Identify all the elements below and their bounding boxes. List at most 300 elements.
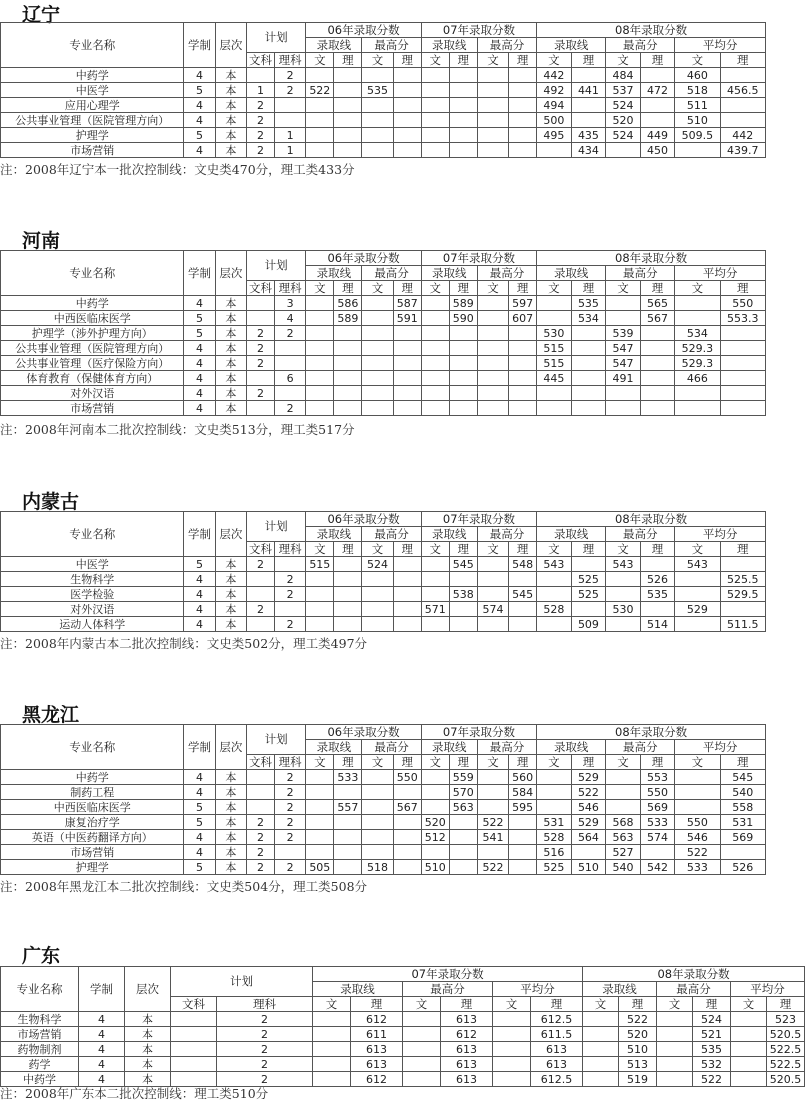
table-cell [657, 1012, 693, 1027]
header-level: 层次 [125, 967, 171, 1012]
table-cell: 522.5 [767, 1042, 805, 1057]
header-duration: 学制 [79, 967, 125, 1012]
table-cell: 4 [184, 386, 215, 401]
table-cell: 529 [571, 770, 606, 785]
table-row [1, 1042, 805, 1057]
score-table [0, 966, 805, 1087]
header-wen: 文 [477, 281, 508, 296]
table-cell [246, 770, 274, 785]
table-cell [675, 386, 720, 401]
table-cell: 4 [79, 1057, 125, 1072]
table-cell: 613 [351, 1042, 403, 1057]
table-cell: 515 [537, 341, 572, 356]
header-science: 理科 [217, 997, 313, 1012]
table-cell: 4 [184, 401, 215, 416]
table-cell: 本 [215, 860, 246, 875]
table-cell: 5 [184, 326, 215, 341]
table-cell [306, 845, 334, 860]
header-cutoff: 录取线 [421, 38, 477, 53]
table-cell [403, 1012, 441, 1027]
major-name: 中西医临床医学 [1, 311, 184, 326]
table-row [1, 341, 766, 356]
table-cell [246, 371, 274, 386]
header-max: 最高分 [606, 740, 675, 755]
table-cell: 435 [571, 128, 606, 143]
table-cell: 2 [246, 143, 274, 158]
table-cell: 525 [537, 860, 572, 875]
table-cell [571, 98, 606, 113]
table-cell: 531 [537, 815, 572, 830]
major-name: 医学检验 [1, 587, 184, 602]
table-cell [720, 113, 765, 128]
table-cell [313, 1072, 351, 1087]
header-08: 08年录取分数 [583, 967, 805, 982]
table-cell [362, 98, 393, 113]
table-cell: 533 [334, 770, 362, 785]
major-name: 药学 [1, 1057, 79, 1072]
header-li: 理 [449, 281, 477, 296]
table-row [1, 326, 766, 341]
table-cell: 1 [246, 83, 274, 98]
table-cell [640, 68, 675, 83]
table-cell: 4 [275, 311, 306, 326]
table-cell: 522 [477, 860, 508, 875]
table-cell [246, 296, 274, 311]
major-name: 市场营销 [1, 1027, 79, 1042]
table-cell [675, 311, 720, 326]
table-cell [449, 83, 477, 98]
table-cell: 4 [184, 587, 215, 602]
table-cell: 本 [215, 113, 246, 128]
major-name: 生物科学 [1, 1012, 79, 1027]
table-cell [675, 587, 720, 602]
table-cell [657, 1072, 693, 1087]
table-cell [720, 602, 765, 617]
table-cell: 4 [184, 845, 215, 860]
table-cell: 484 [606, 68, 641, 83]
table-cell: 472 [640, 83, 675, 98]
table-cell: 528 [537, 830, 572, 845]
table-cell [334, 68, 362, 83]
table-cell: 550 [675, 815, 720, 830]
header-wen: 文 [306, 542, 334, 557]
header-li: 理 [720, 281, 765, 296]
table-cell [171, 1027, 217, 1042]
table-cell: 本 [125, 1027, 171, 1042]
note: 注：2008年河南本二批次控制线：文史类513分，理工类517分 [0, 422, 355, 437]
header-science: 理科 [275, 281, 306, 296]
table-cell [509, 341, 537, 356]
table-cell [362, 296, 393, 311]
table-cell: 3 [275, 296, 306, 311]
table-cell [334, 371, 362, 386]
table-cell: 4 [184, 143, 215, 158]
header-wen: 文 [537, 542, 572, 557]
table-cell: 565 [640, 296, 675, 311]
table-cell [334, 785, 362, 800]
table-cell [362, 572, 393, 587]
header-duration: 学制 [184, 23, 215, 68]
table-cell [306, 326, 334, 341]
table-cell [362, 356, 393, 371]
header-cutoff: 录取线 [537, 266, 606, 281]
table-cell [421, 785, 449, 800]
table-cell: 本 [215, 785, 246, 800]
header-arts: 文科 [246, 755, 274, 770]
header-cutoff: 录取线 [306, 740, 362, 755]
table-cell: 本 [125, 1042, 171, 1057]
header-08: 08年录取分数 [537, 512, 766, 527]
header-avg: 平均分 [675, 38, 766, 53]
table-cell [334, 98, 362, 113]
table-cell [675, 770, 720, 785]
note: 注：2008年辽宁本一批次控制线：文史类470分，理工类433分 [0, 162, 355, 177]
table-cell [537, 386, 572, 401]
table-cell: 2 [275, 326, 306, 341]
header-wen: 文 [477, 542, 508, 557]
header-level: 层次 [215, 251, 246, 296]
major-name: 公共事业管理（医疗保险方向） [1, 356, 184, 371]
header-li: 理 [640, 281, 675, 296]
table-cell: 4 [79, 1042, 125, 1057]
table-cell: 568 [606, 815, 641, 830]
table-cell: 558 [720, 800, 765, 815]
header-li: 理 [449, 755, 477, 770]
header-avg: 平均分 [675, 266, 766, 281]
table-row [1, 617, 766, 632]
header-wen: 文 [606, 755, 641, 770]
table-row [1, 815, 766, 830]
table-cell: 612 [351, 1012, 403, 1027]
table-cell [306, 800, 334, 815]
province-title: 河南 [22, 230, 61, 252]
major-name: 中医学 [1, 83, 184, 98]
header-max: 最高分 [362, 38, 421, 53]
table-cell [640, 845, 675, 860]
table-cell [449, 845, 477, 860]
table-cell [571, 341, 606, 356]
table-cell: 514 [640, 617, 675, 632]
table-cell [334, 845, 362, 860]
major-name: 中西医临床医学 [1, 800, 184, 815]
header-07: 07年录取分数 [421, 23, 536, 38]
table-cell: 570 [449, 785, 477, 800]
table-row [1, 311, 766, 326]
table-cell [731, 1027, 767, 1042]
table-cell: 511 [675, 98, 720, 113]
table-cell: 547 [606, 341, 641, 356]
table-cell [606, 587, 641, 602]
header-li: 理 [640, 53, 675, 68]
table-cell: 524 [362, 557, 393, 572]
table-cell [246, 617, 274, 632]
table-cell [537, 785, 572, 800]
header-li: 理 [334, 53, 362, 68]
table-cell: 574 [640, 830, 675, 845]
note: 注：2008年黑龙江本二批次控制线：文史类504分，理工类508分 [0, 879, 368, 894]
table-row [1, 83, 766, 98]
table-cell [571, 371, 606, 386]
table-cell: 520 [421, 815, 449, 830]
header-wen: 文 [421, 53, 449, 68]
header-li: 理 [619, 997, 657, 1012]
table-cell [334, 572, 362, 587]
table-cell: 522.5 [767, 1057, 805, 1072]
header-cutoff: 录取线 [421, 740, 477, 755]
header-max: 最高分 [477, 740, 536, 755]
header-wen: 文 [306, 281, 334, 296]
table-cell [334, 326, 362, 341]
table-cell [640, 401, 675, 416]
table-cell [393, 401, 421, 416]
table-cell [334, 815, 362, 830]
major-name: 市场营销 [1, 845, 184, 860]
table-cell: 2 [275, 770, 306, 785]
table-cell [509, 401, 537, 416]
table-row [1, 128, 766, 143]
table-cell [509, 113, 537, 128]
table-cell: 607 [509, 311, 537, 326]
header-li: 理 [393, 281, 421, 296]
header-duration: 学制 [184, 512, 215, 557]
table-cell [640, 326, 675, 341]
table-cell [477, 845, 508, 860]
table-cell: 532 [693, 1057, 731, 1072]
table-cell: 548 [509, 557, 537, 572]
table-row [1, 143, 766, 158]
table-cell [606, 296, 641, 311]
table-cell: 本 [215, 356, 246, 371]
table-row [1, 1012, 805, 1027]
table-cell: 515 [306, 557, 334, 572]
table-cell [275, 845, 306, 860]
table-cell [640, 113, 675, 128]
table-cell [571, 557, 606, 572]
table-cell [306, 386, 334, 401]
table-cell [537, 617, 572, 632]
table-cell [362, 401, 393, 416]
table-cell [720, 557, 765, 572]
table-cell [421, 371, 449, 386]
major-name: 公共事业管理（医院管理方向） [1, 113, 184, 128]
table-cell: 613 [441, 1057, 493, 1072]
table-cell [421, 83, 449, 98]
table-cell [393, 143, 421, 158]
header-wen: 文 [421, 542, 449, 557]
header-max: 最高分 [606, 38, 675, 53]
table-cell: 590 [449, 311, 477, 326]
table-cell: 450 [640, 143, 675, 158]
table-cell: 本 [215, 98, 246, 113]
table-cell: 525.5 [720, 572, 765, 587]
table-cell [509, 356, 537, 371]
table-cell: 546 [675, 830, 720, 845]
table-cell [657, 1027, 693, 1042]
header-07: 07年录取分数 [421, 725, 536, 740]
table-cell: 540 [720, 785, 765, 800]
table-cell [421, 845, 449, 860]
header-08: 08年录取分数 [537, 251, 766, 266]
table-cell [306, 770, 334, 785]
header-avg: 平均分 [731, 982, 805, 997]
header-li: 理 [571, 53, 606, 68]
table-cell: 5 [184, 128, 215, 143]
header-wen: 文 [537, 53, 572, 68]
table-cell [393, 845, 421, 860]
header-wen: 文 [537, 281, 572, 296]
table-cell [477, 83, 508, 98]
table-row [1, 68, 766, 83]
header-cutoff: 录取线 [306, 527, 362, 542]
header-li: 理 [640, 542, 675, 557]
table-cell [509, 815, 537, 830]
table-cell: 531 [720, 815, 765, 830]
table-cell [306, 341, 334, 356]
table-cell [731, 1072, 767, 1087]
table-cell [477, 296, 508, 311]
table-cell: 526 [640, 572, 675, 587]
table-cell [720, 341, 765, 356]
table-cell: 本 [125, 1072, 171, 1087]
table-cell: 2 [217, 1012, 313, 1027]
table-cell [334, 356, 362, 371]
table-cell: 522 [306, 83, 334, 98]
header-avg: 平均分 [493, 982, 583, 997]
table-cell: 541 [477, 830, 508, 845]
header-max: 最高分 [477, 527, 536, 542]
table-cell [421, 296, 449, 311]
major-name: 护理学（涉外护理方向） [1, 326, 184, 341]
table-cell: 本 [215, 296, 246, 311]
table-cell [509, 830, 537, 845]
table-cell: 567 [393, 800, 421, 815]
header-cutoff: 录取线 [421, 266, 477, 281]
header-wen: 文 [477, 755, 508, 770]
table-row [1, 386, 766, 401]
table-cell [421, 617, 449, 632]
table-cell: 534 [571, 311, 606, 326]
table-cell [362, 326, 393, 341]
major-name: 体育教育（保健体育方向） [1, 371, 184, 386]
table-cell: 2 [275, 815, 306, 830]
table-cell [537, 143, 572, 158]
table-cell: 4 [184, 98, 215, 113]
header-li: 理 [334, 755, 362, 770]
table-cell: 519 [619, 1072, 657, 1087]
table-cell: 538 [449, 587, 477, 602]
table-cell [403, 1042, 441, 1057]
table-cell [362, 845, 393, 860]
table-cell: 本 [215, 143, 246, 158]
table-cell: 591 [393, 311, 421, 326]
table-cell: 2 [217, 1042, 313, 1057]
table-cell: 520 [606, 113, 641, 128]
table-cell: 4 [184, 296, 215, 311]
table-cell [606, 800, 641, 815]
header-cutoff: 录取线 [313, 982, 403, 997]
table-cell: 494 [537, 98, 572, 113]
header-arts: 文科 [246, 281, 274, 296]
score-table [0, 724, 766, 875]
score-table [0, 511, 766, 632]
table-cell: 542 [640, 860, 675, 875]
table-cell [362, 128, 393, 143]
table-cell [583, 1012, 619, 1027]
table-cell [306, 785, 334, 800]
table-cell: 460 [675, 68, 720, 83]
header-wen: 文 [606, 281, 641, 296]
table-cell: 512 [421, 830, 449, 845]
table-cell [571, 113, 606, 128]
major-name: 对外汉语 [1, 602, 184, 617]
header-avg: 平均分 [675, 527, 766, 542]
table-row [1, 800, 766, 815]
table-cell [313, 1042, 351, 1057]
table-cell: 本 [215, 770, 246, 785]
table-row [1, 113, 766, 128]
table-cell [246, 785, 274, 800]
table-cell [657, 1042, 693, 1057]
table-cell [334, 143, 362, 158]
header-li: 理 [334, 542, 362, 557]
table-cell [171, 1012, 217, 1027]
table-cell [606, 143, 641, 158]
header-07: 07年录取分数 [421, 512, 536, 527]
header-06: 06年录取分数 [306, 512, 421, 527]
table-cell [720, 401, 765, 416]
table-cell [640, 386, 675, 401]
table-cell: 本 [215, 800, 246, 815]
table-cell [449, 326, 477, 341]
table-row [1, 602, 766, 617]
table-cell: 613 [441, 1012, 493, 1027]
table-cell: 本 [215, 128, 246, 143]
table-cell [509, 326, 537, 341]
header-li: 理 [449, 53, 477, 68]
table-cell [606, 785, 641, 800]
header-max: 最高分 [477, 38, 536, 53]
table-cell: 本 [215, 401, 246, 416]
table-cell [477, 326, 508, 341]
table-cell: 524 [606, 128, 641, 143]
table-cell [334, 617, 362, 632]
table-cell [275, 557, 306, 572]
table-cell [571, 401, 606, 416]
table-cell: 530 [537, 326, 572, 341]
table-cell [403, 1027, 441, 1042]
table-cell [606, 770, 641, 785]
header-cutoff: 录取线 [306, 38, 362, 53]
table-cell: 525 [571, 572, 606, 587]
table-cell [393, 587, 421, 602]
header-arts: 文科 [246, 53, 274, 68]
table-cell [421, 572, 449, 587]
table-cell [362, 386, 393, 401]
table-cell [449, 341, 477, 356]
table-cell [362, 617, 393, 632]
header-max: 最高分 [362, 527, 421, 542]
header-max: 最高分 [606, 527, 675, 542]
table-cell: 4 [184, 371, 215, 386]
table-cell [571, 68, 606, 83]
table-cell: 613 [441, 1042, 493, 1057]
table-cell: 2 [275, 68, 306, 83]
table-cell: 545 [509, 587, 537, 602]
table-cell [731, 1042, 767, 1057]
table-cell [571, 845, 606, 860]
table-cell [421, 386, 449, 401]
header-wen: 文 [675, 281, 720, 296]
